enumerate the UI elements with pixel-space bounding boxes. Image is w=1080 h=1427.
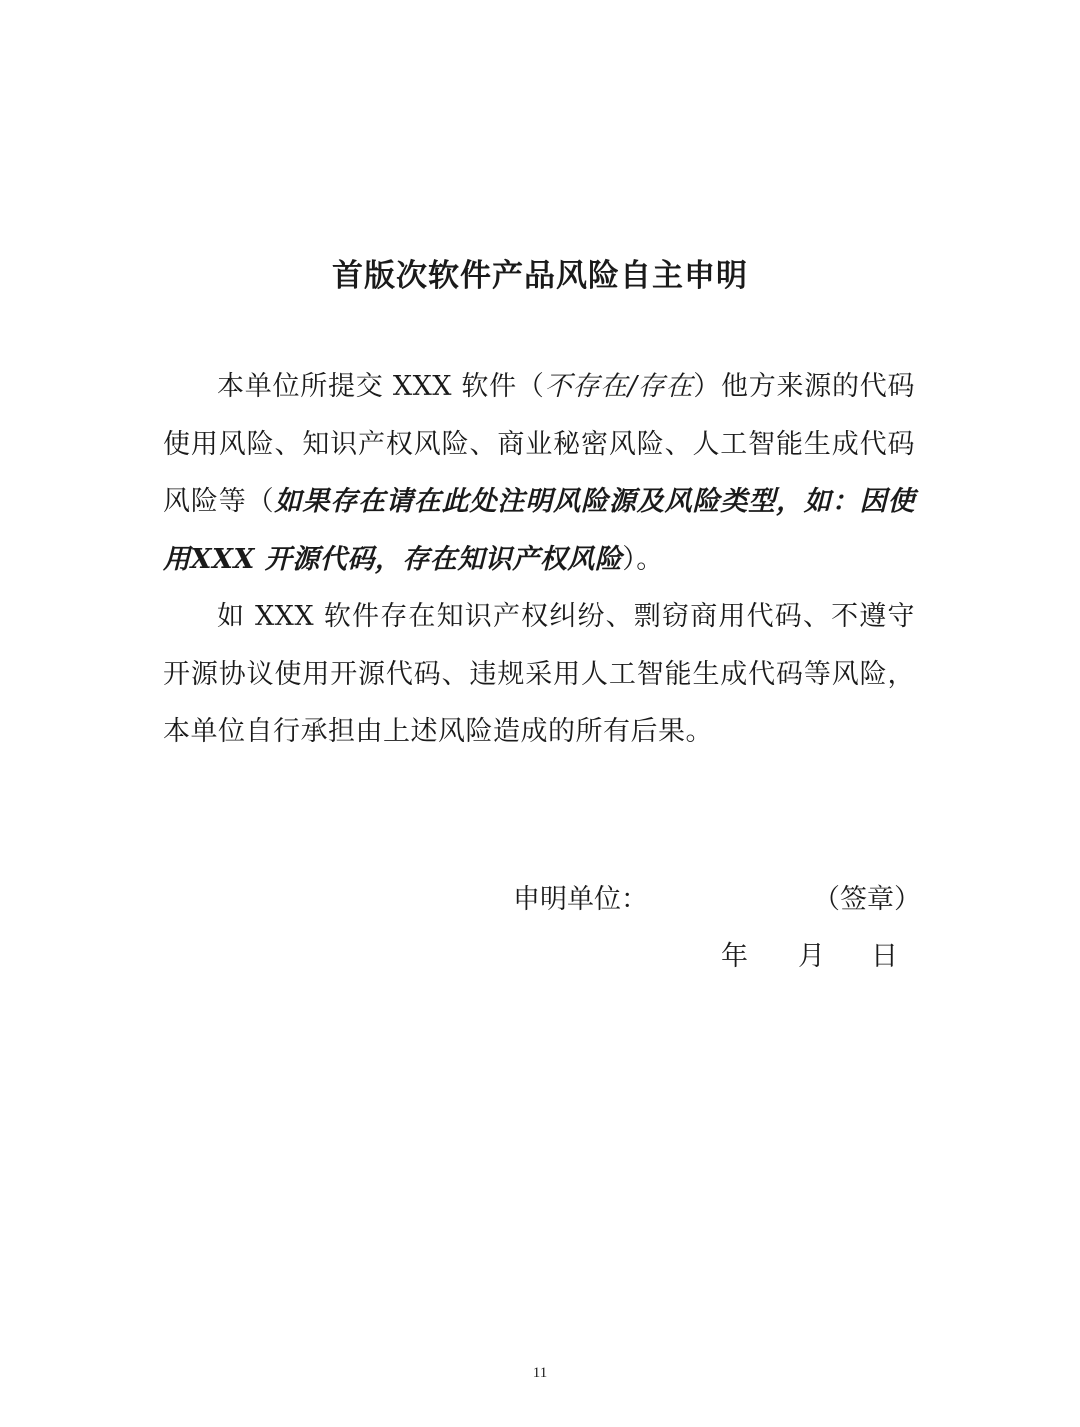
paragraph1-note-italic-2: 开源代码，存在知识产权风险 xyxy=(254,543,623,575)
document-title: 首版次软件产品风险自主申明 xyxy=(332,258,748,294)
page-number: 11 xyxy=(532,1365,548,1381)
paragraph1-text-3: ）。 xyxy=(622,543,664,575)
month-label: 月 xyxy=(798,941,825,972)
paragraph1-note-italic: 如果存在请在此处注明风险源及风险类型，如：因使用 xyxy=(163,486,916,575)
day-label: 日 xyxy=(871,941,898,972)
seal-label: （签章） xyxy=(813,884,921,915)
declaration-paragraph-1 xyxy=(163,358,915,588)
paragraph1-option-italic: 不存在/存在 xyxy=(544,371,694,402)
paragraph1-text-2: ）他方来源的代码使用风险、知识产权风险、商业秘密风险、人工智能生成代码风险等（ xyxy=(163,371,915,517)
paragraph1-note-xxx: XXX xyxy=(190,543,255,575)
year-label: 年 xyxy=(721,941,748,972)
declaring-unit-label: 申明单位： xyxy=(513,884,648,915)
paragraph1-text-1: 本单位所提交 XXX 软件（ xyxy=(217,371,545,402)
declaration-paragraph-2: 如 XXX 软件存在知识产权纠纷、剽窃商用代码、不遵守开源协议使用开源代码、违规采用人工智能生成代码等风险，本单位自行承担由上述风险造成的所有后果。 xyxy=(163,601,915,747)
